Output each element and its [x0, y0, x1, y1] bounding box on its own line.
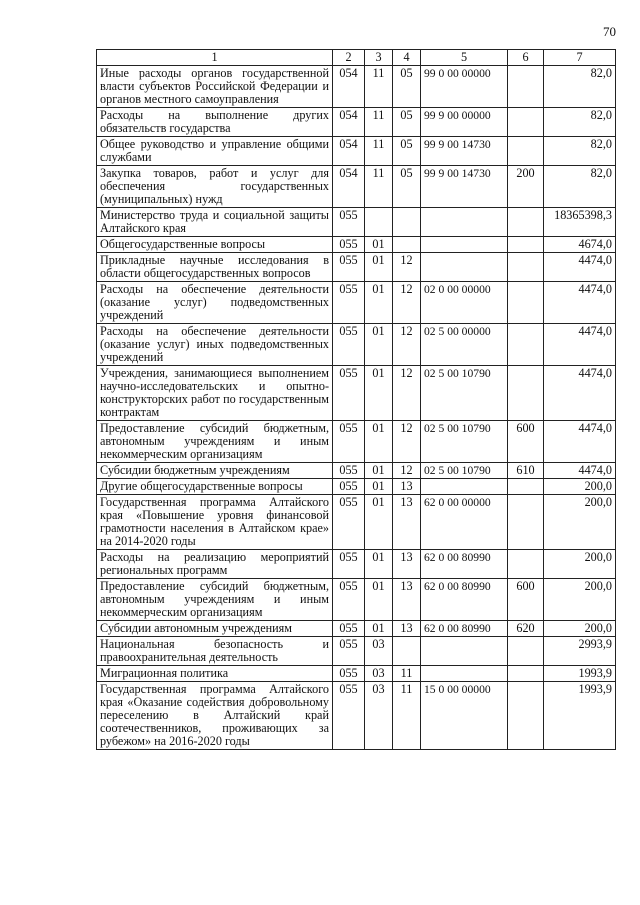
- amount-cell: 200,0: [544, 579, 616, 621]
- target-article-cell: 02 5 00 10790: [421, 421, 508, 463]
- ministry-code-cell: 055: [333, 463, 365, 479]
- ministry-code-cell: 055: [333, 637, 365, 666]
- target-article-cell: [421, 253, 508, 282]
- ministry-code-cell: 055: [333, 621, 365, 637]
- subsection-cell: 12: [393, 282, 421, 324]
- table-row: [97, 550, 616, 579]
- table-row: [97, 621, 616, 637]
- amount-cell: 200,0: [544, 495, 616, 550]
- expense-type-cell: [508, 282, 544, 324]
- expense-type-cell: [508, 208, 544, 237]
- expense-type-cell: [508, 366, 544, 421]
- table-row: [97, 253, 616, 282]
- table-row: [97, 166, 616, 208]
- amount-cell: 4474,0: [544, 463, 616, 479]
- amount-cell: 4474,0: [544, 253, 616, 282]
- target-article-cell: [421, 479, 508, 495]
- ministry-code-cell: 055: [333, 682, 365, 750]
- section-cell: 01: [365, 282, 393, 324]
- subsection-cell: 11: [393, 682, 421, 750]
- section-cell: 03: [365, 637, 393, 666]
- item-name-cell: Расходы на выполнение других обязательств государства: [97, 108, 333, 137]
- header-cell: 1: [97, 50, 333, 66]
- ministry-code-cell: 054: [333, 66, 365, 108]
- target-article-cell: 02 5 00 10790: [421, 463, 508, 479]
- amount-cell: 4474,0: [544, 421, 616, 463]
- subsection-cell: [393, 237, 421, 253]
- item-name-cell: Государственная программа Алтайского края «Повышение уровня финансовой грамотности населения в Алтайском крае» на 2014-2020 годы: [97, 495, 333, 550]
- subsection-cell: 12: [393, 421, 421, 463]
- table-row: [97, 137, 616, 166]
- table-header-row: [97, 50, 616, 66]
- item-name-cell: Предоставление субсидий бюджетным, автономным учреждениям и иным некоммерческим организациям: [97, 579, 333, 621]
- budget-table: [96, 49, 616, 750]
- amount-cell: 18365398,3: [544, 208, 616, 237]
- target-article-cell: [421, 208, 508, 237]
- table-row: [97, 637, 616, 666]
- section-cell: 01: [365, 324, 393, 366]
- target-article-cell: 99 9 00 00000: [421, 108, 508, 137]
- expense-type-cell: [508, 237, 544, 253]
- subsection-cell: 05: [393, 66, 421, 108]
- expense-type-cell: [508, 682, 544, 750]
- header-cell: 6: [508, 50, 544, 66]
- table-row: [97, 479, 616, 495]
- page-number: 70: [603, 24, 616, 39]
- subsection-cell: 05: [393, 137, 421, 166]
- item-name-cell: Общее руководство и управление общими службами: [97, 137, 333, 166]
- ministry-code-cell: 055: [333, 479, 365, 495]
- item-name-cell: Иные расходы органов государственной власти субъектов Российской Федерации и органов местного самоуправления: [97, 66, 333, 108]
- ministry-code-cell: 055: [333, 208, 365, 237]
- expense-type-cell: [508, 479, 544, 495]
- subsection-cell: 11: [393, 666, 421, 682]
- section-cell: 01: [365, 366, 393, 421]
- section-cell: 03: [365, 666, 393, 682]
- target-article-cell: 62 0 00 80990: [421, 550, 508, 579]
- section-cell: [365, 208, 393, 237]
- amount-cell: 82,0: [544, 66, 616, 108]
- item-name-cell: Расходы на реализацию мероприятий региональных программ: [97, 550, 333, 579]
- section-cell: 11: [365, 108, 393, 137]
- amount-cell: 4474,0: [544, 366, 616, 421]
- ministry-code-cell: 054: [333, 108, 365, 137]
- expense-type-cell: [508, 666, 544, 682]
- table-row: [97, 495, 616, 550]
- ministry-code-cell: 055: [333, 421, 365, 463]
- item-name-cell: Расходы на обеспечение деятельности (оказание услуг) иных подведомственных учреждений: [97, 324, 333, 366]
- target-article-cell: 62 0 00 80990: [421, 621, 508, 637]
- section-cell: 01: [365, 253, 393, 282]
- section-cell: 01: [365, 579, 393, 621]
- header-cell: 3: [365, 50, 393, 66]
- amount-cell: 1993,9: [544, 682, 616, 750]
- subsection-cell: 12: [393, 463, 421, 479]
- subsection-cell: 13: [393, 495, 421, 550]
- item-name-cell: Субсидии автономным учреждениям: [97, 621, 333, 637]
- section-cell: 01: [365, 463, 393, 479]
- subsection-cell: 12: [393, 366, 421, 421]
- expense-type-cell: 600: [508, 579, 544, 621]
- expense-type-cell: [508, 66, 544, 108]
- table-row: [97, 682, 616, 750]
- subsection-cell: [393, 208, 421, 237]
- section-cell: 11: [365, 137, 393, 166]
- expense-type-cell: [508, 550, 544, 579]
- target-article-cell: [421, 637, 508, 666]
- target-article-cell: 99 0 00 00000: [421, 66, 508, 108]
- amount-cell: 4674,0: [544, 237, 616, 253]
- ministry-code-cell: 055: [333, 237, 365, 253]
- target-article-cell: 99 9 00 14730: [421, 137, 508, 166]
- item-name-cell: Закупка товаров, работ и услуг для обеспечения государственных (муниципальных) нужд: [97, 166, 333, 208]
- header-cell: 7: [544, 50, 616, 66]
- subsection-cell: 12: [393, 253, 421, 282]
- table-row: [97, 108, 616, 137]
- table-row: [97, 421, 616, 463]
- item-name-cell: Учреждения, занимающиеся выполнением научно-исследовательских и опытно-конструкторских работ по государственным контрактам: [97, 366, 333, 421]
- amount-cell: 200,0: [544, 621, 616, 637]
- ministry-code-cell: 055: [333, 282, 365, 324]
- amount-cell: 200,0: [544, 479, 616, 495]
- target-article-cell: [421, 666, 508, 682]
- table-row: [97, 463, 616, 479]
- amount-cell: 200,0: [544, 550, 616, 579]
- subsection-cell: 12: [393, 324, 421, 366]
- expense-type-cell: [508, 137, 544, 166]
- ministry-code-cell: 055: [333, 495, 365, 550]
- section-cell: 03: [365, 682, 393, 750]
- table-row: [97, 237, 616, 253]
- section-cell: 11: [365, 166, 393, 208]
- expense-type-cell: 620: [508, 621, 544, 637]
- item-name-cell: Другие общегосударственные вопросы: [97, 479, 333, 495]
- target-article-cell: 62 0 00 80990: [421, 579, 508, 621]
- item-name-cell: Миграционная политика: [97, 666, 333, 682]
- expense-type-cell: [508, 637, 544, 666]
- header-cell: 2: [333, 50, 365, 66]
- subsection-cell: [393, 637, 421, 666]
- expense-type-cell: 600: [508, 421, 544, 463]
- target-article-cell: 15 0 00 00000: [421, 682, 508, 750]
- ministry-code-cell: 055: [333, 666, 365, 682]
- amount-cell: 82,0: [544, 108, 616, 137]
- table-row: [97, 66, 616, 108]
- amount-cell: 1993,9: [544, 666, 616, 682]
- subsection-cell: 13: [393, 621, 421, 637]
- item-name-cell: Министерство труда и социальной защиты Алтайского края: [97, 208, 333, 237]
- target-article-cell: 02 5 00 00000: [421, 324, 508, 366]
- item-name-cell: Расходы на обеспечение деятельности (оказание услуг) подведомственных учреждений: [97, 282, 333, 324]
- header-cell: 4: [393, 50, 421, 66]
- item-name-cell: Национальная безопасность и правоохранительная деятельность: [97, 637, 333, 666]
- ministry-code-cell: 055: [333, 550, 365, 579]
- amount-cell: 82,0: [544, 166, 616, 208]
- table-row: [97, 282, 616, 324]
- subsection-cell: 13: [393, 479, 421, 495]
- expense-type-cell: 610: [508, 463, 544, 479]
- item-name-cell: Государственная программа Алтайского края «Оказание содействия добровольному переселению в Алтайский край соотечественников, проживающих за рубежом» на 2016-2020 годы: [97, 682, 333, 750]
- subsection-cell: 13: [393, 550, 421, 579]
- item-name-cell: Субсидии бюджетным учреждениям: [97, 463, 333, 479]
- section-cell: 01: [365, 550, 393, 579]
- section-cell: 01: [365, 621, 393, 637]
- section-cell: 11: [365, 66, 393, 108]
- table-row: [97, 579, 616, 621]
- table-row: [97, 208, 616, 237]
- ministry-code-cell: 055: [333, 324, 365, 366]
- subsection-cell: 13: [393, 579, 421, 621]
- subsection-cell: 05: [393, 166, 421, 208]
- section-cell: 01: [365, 495, 393, 550]
- subsection-cell: 05: [393, 108, 421, 137]
- ministry-code-cell: 054: [333, 166, 365, 208]
- amount-cell: 4474,0: [544, 324, 616, 366]
- expense-type-cell: [508, 324, 544, 366]
- header-cell: 5: [421, 50, 508, 66]
- target-article-cell: 02 5 00 10790: [421, 366, 508, 421]
- ministry-code-cell: 055: [333, 366, 365, 421]
- amount-cell: 2993,9: [544, 637, 616, 666]
- item-name-cell: Прикладные научные исследования в области общегосударственных вопросов: [97, 253, 333, 282]
- target-article-cell: 62 0 00 00000: [421, 495, 508, 550]
- ministry-code-cell: 055: [333, 579, 365, 621]
- amount-cell: 82,0: [544, 137, 616, 166]
- section-cell: 01: [365, 479, 393, 495]
- section-cell: 01: [365, 421, 393, 463]
- amount-cell: 4474,0: [544, 282, 616, 324]
- section-cell: 01: [365, 237, 393, 253]
- expense-type-cell: [508, 108, 544, 137]
- target-article-cell: 99 9 00 14730: [421, 166, 508, 208]
- table-row: [97, 666, 616, 682]
- item-name-cell: Общегосударственные вопросы: [97, 237, 333, 253]
- expense-type-cell: [508, 253, 544, 282]
- table-row: [97, 366, 616, 421]
- expense-type-cell: 200: [508, 166, 544, 208]
- ministry-code-cell: 054: [333, 137, 365, 166]
- target-article-cell: 02 0 00 00000: [421, 282, 508, 324]
- expense-type-cell: [508, 495, 544, 550]
- item-name-cell: Предоставление субсидий бюджетным, автономным учреждениям и иным некоммерческим организациям: [97, 421, 333, 463]
- table-row: [97, 324, 616, 366]
- target-article-cell: [421, 237, 508, 253]
- ministry-code-cell: 055: [333, 253, 365, 282]
